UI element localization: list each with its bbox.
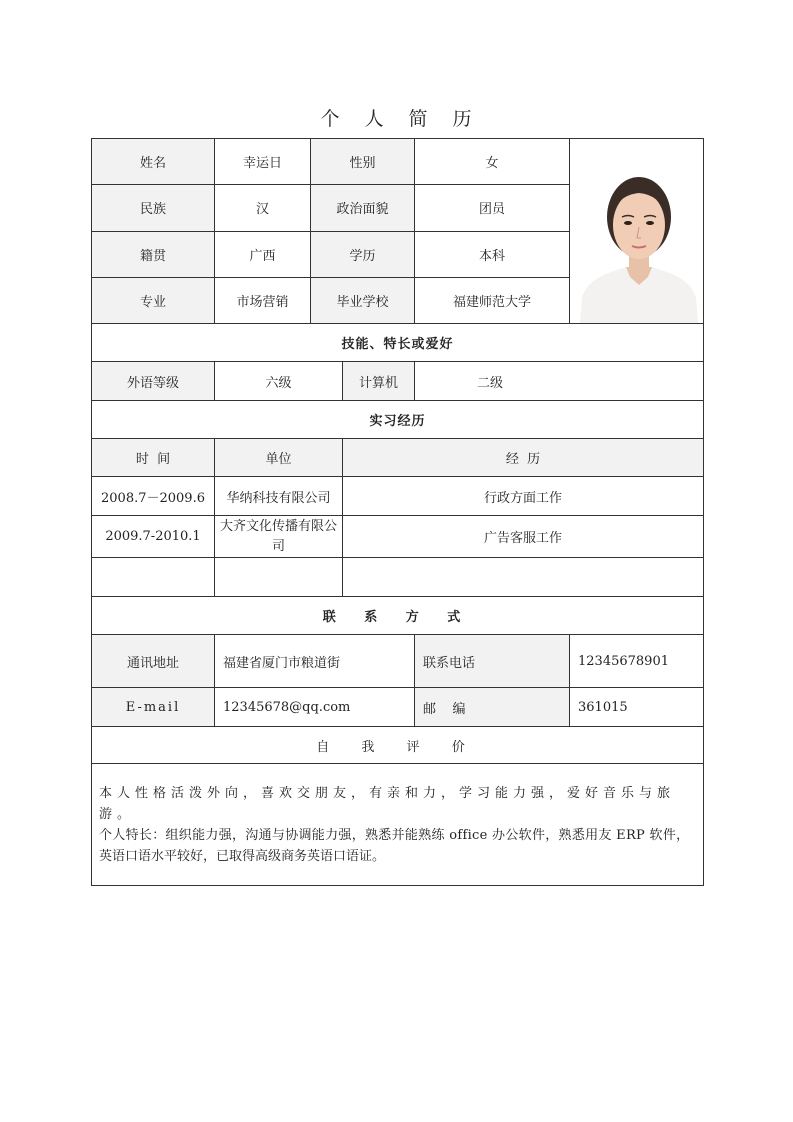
name-label: 姓名	[92, 139, 215, 185]
school-value: 福建师范大学	[415, 277, 570, 323]
photo-cell	[570, 139, 704, 324]
internship-header: 实习经历	[92, 401, 704, 439]
major-value: 市场营销	[215, 277, 311, 323]
address-value: 福建省厦门市粮道街	[215, 635, 415, 688]
education-label: 学历	[311, 231, 415, 277]
col-exp-header: 经 历	[343, 439, 704, 477]
skills-header: 技能、特长或爱好	[92, 324, 704, 362]
evaluation-line: 英语口语水平较好，已取得高级商务英语口语证。	[99, 848, 386, 864]
contact-header: 联 系 方 式	[92, 597, 704, 635]
zip-label: 邮 编	[415, 688, 570, 727]
internship-exp	[343, 558, 704, 597]
title-char: 个	[320, 108, 341, 130]
origin-value: 广西	[215, 231, 311, 277]
school-label: 毕业学校	[311, 277, 415, 323]
gender-label: 性别	[311, 139, 415, 185]
phone-value: 12345678901	[570, 635, 704, 688]
internship-exp: 广告客服工作	[343, 516, 704, 558]
internship-unit: 华纳科技有限公司	[215, 477, 343, 516]
political-label: 政治面貌	[311, 185, 415, 231]
evaluation-line: 本人性格活泼外向，喜欢交朋友，有亲和力，学习能力强，爱好音乐与旅游。	[99, 785, 676, 822]
internship-time	[92, 558, 215, 597]
evaluation-line: 个人特长：组织能力强，沟通与协调能力强，熟悉并能熟练 office 办公软件，熟悉用友 ERP 软件，	[99, 827, 690, 843]
major-label: 专业	[92, 277, 215, 323]
title-char: 历	[452, 108, 473, 130]
col-unit-header: 单位	[215, 439, 343, 477]
email-label: E-mail	[92, 688, 215, 727]
evaluation-header: 自 我 评 价	[92, 727, 704, 764]
origin-label: 籍贯	[92, 231, 215, 277]
internship-time: 2008.7－2009.6	[92, 477, 215, 516]
phone-label: 联系电话	[415, 635, 570, 688]
computer-label: 计算机	[343, 362, 415, 401]
ethnicity-value: 汉	[215, 185, 311, 231]
political-value: 团员	[415, 185, 570, 231]
resume-table	[91, 138, 704, 886]
zip-value: 361015	[570, 688, 704, 727]
profile-photo	[574, 139, 704, 323]
computer-value: 二级	[415, 362, 704, 401]
page-title	[0, 104, 793, 131]
language-label: 外语等级	[92, 362, 215, 401]
internship-time: 2009.7-2010.1	[92, 516, 215, 558]
name-value: 幸运日	[215, 139, 311, 185]
col-time-header: 时 间	[92, 439, 215, 477]
email-value: 12345678@qq.com	[215, 688, 415, 727]
internship-unit	[215, 558, 343, 597]
education-value: 本科	[415, 231, 570, 277]
language-value: 六级	[215, 362, 343, 401]
title-char: 人	[364, 108, 385, 130]
evaluation-text	[92, 764, 704, 886]
internship-exp: 行政方面工作	[343, 477, 704, 516]
ethnicity-label: 民族	[92, 185, 215, 231]
internship-unit: 大齐文化传播有限公司	[215, 516, 343, 558]
title-char: 简	[408, 108, 429, 130]
gender-value: 女	[415, 139, 570, 185]
address-label: 通讯地址	[92, 635, 215, 688]
